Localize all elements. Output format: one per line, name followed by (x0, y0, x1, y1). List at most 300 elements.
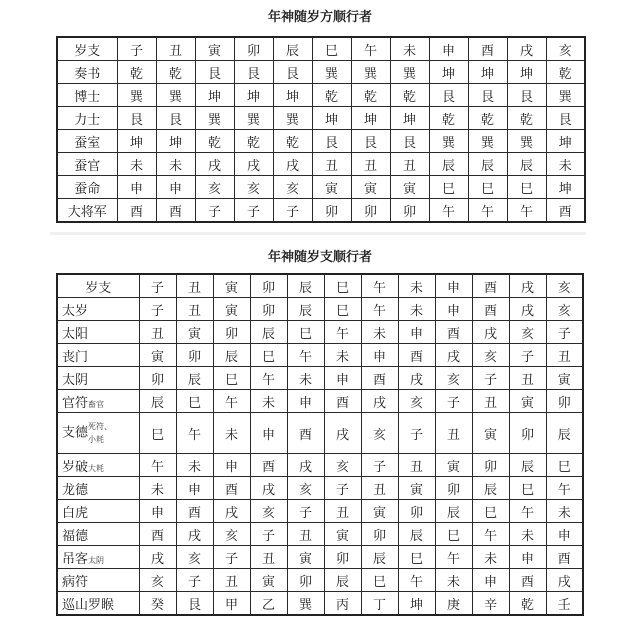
table-cell: 卯 (361, 523, 398, 546)
table-cell: 巳 (435, 523, 472, 546)
table-cell: 卯 (351, 199, 390, 223)
table-cell: 巽 (273, 107, 312, 130)
god-name: 巡山罗睺 (62, 597, 115, 613)
row-label (57, 569, 139, 592)
table-cell: 卯 (176, 344, 213, 367)
note-stack (88, 420, 112, 446)
table2-header-branch: 亥 (546, 274, 583, 298)
table-cell: 寅 (546, 367, 583, 390)
table-cell: 丑 (390, 153, 429, 176)
god-note: 太阴 (88, 555, 105, 565)
table-cell: 辰 (287, 298, 324, 321)
table-cell: 巳 (176, 390, 213, 413)
god-name: 太阳 (62, 326, 89, 342)
table-cell: 午 (509, 500, 546, 523)
table-cell: 辰 (468, 153, 507, 176)
table-cell: 甲 (213, 592, 250, 616)
table-cell: 辰 (213, 344, 250, 367)
table-cell: 巳 (429, 176, 468, 199)
table-cell: 辰 (546, 413, 583, 454)
row-label (57, 477, 139, 500)
god-name: 官符 (62, 395, 89, 411)
table-cell: 巽 (287, 592, 324, 616)
table-cell: 寅 (213, 298, 250, 321)
table-cell: 巳 (213, 367, 250, 390)
table-cell: 亥 (176, 546, 213, 569)
table-row (57, 321, 583, 344)
table-cell: 艮 (390, 130, 429, 153)
table-cell: 卯 (546, 390, 583, 413)
table-cell: 戌 (509, 298, 546, 321)
table1-header-branch: 子 (117, 37, 156, 61)
table-cell: 子 (324, 477, 361, 500)
table-cell: 申 (156, 176, 195, 199)
table-cell: 亥 (250, 500, 287, 523)
table-cell: 申 (287, 390, 324, 413)
table-cell: 酉 (287, 413, 324, 454)
table-cell: 戌 (234, 153, 273, 176)
table-cell: 子 (195, 199, 234, 223)
row-label (57, 344, 139, 367)
table-cell: 辰 (507, 153, 546, 176)
table-cell: 申 (398, 321, 435, 344)
table-cell: 丑 (509, 367, 546, 390)
table-cell: 坤 (398, 592, 435, 616)
table1-header-branch: 亥 (546, 37, 585, 61)
table2-header-branch: 午 (361, 274, 398, 298)
table-cell: 乾 (351, 84, 390, 107)
table-cell: 酉 (139, 523, 176, 546)
row-label: 蚕命 (57, 176, 117, 199)
table-row (57, 523, 583, 546)
table-cell: 亥 (324, 454, 361, 477)
table-row (57, 176, 585, 199)
table-cell: 戌 (139, 546, 176, 569)
table2-header-branch: 巳 (324, 274, 361, 298)
table1-header-label: 岁支 (57, 37, 117, 61)
table-cell: 乾 (195, 130, 234, 153)
table-cell: 坤 (507, 61, 546, 84)
table-cell: 坤 (195, 84, 234, 107)
table-cell: 午 (324, 321, 361, 344)
table2-header-branch: 寅 (213, 274, 250, 298)
table-cell: 乾 (234, 130, 273, 153)
table-cell: 巳 (398, 546, 435, 569)
table-cell: 丑 (435, 413, 472, 454)
table1-header-branch: 申 (429, 37, 468, 61)
table-cell: 艮 (546, 107, 585, 130)
table-cell: 戌 (250, 477, 287, 500)
row-label (57, 500, 139, 523)
table-cell: 乾 (468, 107, 507, 130)
table-row (57, 477, 583, 500)
table-cell: 子 (234, 199, 273, 223)
table-cell: 巳 (287, 321, 324, 344)
table-cell: 戌 (361, 390, 398, 413)
table-cell: 未 (156, 153, 195, 176)
table-cell: 巳 (361, 569, 398, 592)
table-cell: 巳 (546, 454, 583, 477)
table1-header-branch: 酉 (468, 37, 507, 61)
table-cell: 子 (273, 199, 312, 223)
table-cell: 未 (250, 390, 287, 413)
table-cell: 丑 (287, 523, 324, 546)
row-label: 博士 (57, 84, 117, 107)
table2-header-branch: 丑 (176, 274, 213, 298)
god-name: 太阴 (62, 372, 89, 388)
table-cell: 巳 (139, 413, 176, 454)
table-cell: 戌 (213, 500, 250, 523)
table-cell: 坤 (390, 107, 429, 130)
table-cell: 艮 (117, 107, 156, 130)
table-cell: 丑 (250, 546, 287, 569)
table-cell: 丑 (398, 454, 435, 477)
table-cell: 卯 (435, 477, 472, 500)
table-cell: 卯 (213, 321, 250, 344)
table-cell: 申 (213, 454, 250, 477)
table1-header-row (57, 37, 585, 61)
table-cell: 未 (472, 546, 509, 569)
table-cell: 午 (507, 199, 546, 223)
table-cell: 戌 (398, 367, 435, 390)
table-cell: 丑 (312, 153, 351, 176)
table-cell: 未 (117, 153, 156, 176)
table1-header-branch: 巳 (312, 37, 351, 61)
table-cell: 申 (139, 500, 176, 523)
god-name: 支德 (62, 425, 89, 441)
table-cell: 卯 (390, 199, 429, 223)
table-cell: 戌 (195, 153, 234, 176)
table-cell: 坤 (312, 107, 351, 130)
table-cell: 酉 (250, 454, 287, 477)
table1-header-branch: 卯 (234, 37, 273, 61)
table-cell: 乾 (509, 592, 546, 616)
table-cell: 坤 (351, 107, 390, 130)
table-cell: 庚 (435, 592, 472, 616)
table-cell: 巽 (195, 107, 234, 130)
table-cell: 戌 (546, 569, 583, 592)
table-cell: 酉 (546, 546, 583, 569)
table-cell: 未 (546, 153, 585, 176)
table-cell: 申 (176, 477, 213, 500)
table2-header-branch: 卯 (250, 274, 287, 298)
table2-header-branch: 戌 (509, 274, 546, 298)
god-name: 岁破 (62, 459, 89, 475)
table-cell: 子 (509, 344, 546, 367)
row-label (57, 592, 139, 616)
table-cell: 寅 (435, 454, 472, 477)
table-cell: 癸 (139, 592, 176, 616)
god-name: 福德 (62, 528, 89, 544)
row-label (57, 546, 139, 569)
table-cell: 丑 (176, 298, 213, 321)
table-cell: 午 (429, 199, 468, 223)
table-cell: 寅 (287, 546, 324, 569)
table-cell: 午 (287, 344, 324, 367)
table-cell: 坤 (468, 61, 507, 84)
row-label (57, 321, 139, 344)
table-cell: 午 (250, 367, 287, 390)
table-cell: 巳 (472, 500, 509, 523)
table-cell: 巽 (351, 61, 390, 84)
table-cell: 乾 (390, 84, 429, 107)
table-cell: 辰 (139, 390, 176, 413)
table-cell: 申 (250, 413, 287, 454)
row-label: 蚕官 (57, 153, 117, 176)
table-cell: 未 (435, 569, 472, 592)
table-cell: 申 (361, 344, 398, 367)
table-cell: 辰 (472, 477, 509, 500)
table2-header-branch: 酉 (472, 274, 509, 298)
table-cell: 辛 (472, 592, 509, 616)
table-cell: 酉 (361, 367, 398, 390)
god-name: 吊客 (62, 551, 89, 567)
table-cell: 子 (287, 500, 324, 523)
table1-header-branch: 午 (351, 37, 390, 61)
table-cell: 巳 (324, 298, 361, 321)
table-cell: 亥 (509, 321, 546, 344)
table-cell: 戌 (273, 153, 312, 176)
table-cell: 午 (139, 454, 176, 477)
table-cell: 卯 (312, 199, 351, 223)
table1-header-branch: 未 (390, 37, 429, 61)
table-cell: 丙 (324, 592, 361, 616)
table-row (57, 199, 585, 223)
row-label (57, 454, 139, 477)
table1-header-branch: 寅 (195, 37, 234, 61)
table-cell: 酉 (435, 321, 472, 344)
table-cell: 坤 (429, 61, 468, 84)
year-gods-by-direction-table (56, 36, 586, 223)
table-cell: 午 (435, 546, 472, 569)
table-cell: 卯 (139, 367, 176, 390)
table-cell: 未 (324, 344, 361, 367)
table-cell: 申 (546, 523, 583, 546)
table-cell: 亥 (139, 569, 176, 592)
table-cell: 艮 (195, 61, 234, 84)
table-cell: 未 (509, 523, 546, 546)
table-cell: 寅 (472, 413, 509, 454)
table-cell: 酉 (156, 199, 195, 223)
table-cell: 未 (361, 321, 398, 344)
table-cell: 乾 (117, 61, 156, 84)
god-name: 白虎 (62, 505, 89, 521)
table-cell: 酉 (213, 477, 250, 500)
table-cell: 乾 (273, 130, 312, 153)
table-cell: 丁 (361, 592, 398, 616)
row-label (57, 298, 139, 321)
table-cell: 子 (250, 523, 287, 546)
table-cell: 酉 (398, 344, 435, 367)
table-cell: 未 (546, 500, 583, 523)
table-row (57, 454, 583, 477)
table-cell: 子 (213, 546, 250, 569)
table-cell: 辰 (361, 546, 398, 569)
table-cell: 丑 (351, 153, 390, 176)
row-label (57, 523, 139, 546)
table-row (57, 130, 585, 153)
table-cell: 卯 (287, 569, 324, 592)
table2-header-branch: 子 (139, 274, 176, 298)
table-cell: 卯 (509, 413, 546, 454)
god-name: 丧门 (62, 349, 89, 365)
table-cell: 寅 (250, 569, 287, 592)
table-cell: 乾 (507, 107, 546, 130)
table-cell: 坤 (273, 84, 312, 107)
table-cell: 戌 (472, 321, 509, 344)
table-cell: 丑 (139, 321, 176, 344)
table-cell: 壬 (546, 592, 583, 616)
table-cell: 未 (176, 454, 213, 477)
table-cell: 酉 (546, 199, 585, 223)
table-cell: 亥 (472, 344, 509, 367)
table-cell: 申 (324, 367, 361, 390)
table-cell: 子 (361, 454, 398, 477)
row-label: 奏书 (57, 61, 117, 84)
table-cell: 丑 (361, 477, 398, 500)
year-gods-by-branch-table (56, 273, 584, 616)
table-cell: 辰 (176, 367, 213, 390)
table-cell: 戌 (176, 523, 213, 546)
god-name: 病符 (62, 574, 89, 590)
table-cell: 巽 (546, 84, 585, 107)
table-cell: 亥 (195, 176, 234, 199)
table-cell: 巽 (390, 61, 429, 84)
table-cell: 丑 (213, 569, 250, 592)
god-name: 太岁 (62, 303, 89, 319)
table-row (57, 84, 585, 107)
table-cell: 坤 (234, 84, 273, 107)
table-row (57, 107, 585, 130)
table-cell: 卯 (250, 298, 287, 321)
table2-header-branch: 申 (435, 274, 472, 298)
table-cell: 未 (398, 298, 435, 321)
table-cell: 亥 (213, 523, 250, 546)
table-cell: 未 (139, 477, 176, 500)
table-cell: 午 (398, 569, 435, 592)
table-row (57, 546, 583, 569)
table2-header-row (57, 274, 583, 298)
table-cell: 坤 (117, 130, 156, 153)
table-cell: 巳 (250, 344, 287, 367)
table-cell: 乾 (156, 61, 195, 84)
table-cell: 艮 (468, 84, 507, 107)
table2-title: 年神随岁支顺行者 (267, 250, 372, 265)
table-cell: 子 (472, 367, 509, 390)
table-cell: 亥 (398, 390, 435, 413)
table-row (57, 61, 585, 84)
table-cell: 艮 (273, 61, 312, 84)
table-cell: 申 (509, 546, 546, 569)
row-label: 大将军 (57, 199, 117, 223)
table-cell: 巽 (312, 61, 351, 84)
table-cell: 未 (287, 367, 324, 390)
table-cell: 坤 (156, 130, 195, 153)
table-row (57, 153, 585, 176)
table-row (57, 592, 583, 616)
table-cell: 坤 (546, 130, 585, 153)
table-cell: 巽 (156, 84, 195, 107)
table1-header-branch: 辰 (273, 37, 312, 61)
table-row (57, 413, 583, 454)
table-cell: 午 (361, 298, 398, 321)
table-cell: 寅 (324, 523, 361, 546)
table-cell: 辰 (250, 321, 287, 344)
table-cell: 艮 (176, 592, 213, 616)
table-cell: 丑 (324, 500, 361, 523)
god-note: 死符、 (88, 422, 113, 431)
god-note: 大耗 (88, 463, 105, 473)
table-cell: 巽 (468, 130, 507, 153)
table-cell: 丑 (546, 344, 583, 367)
table-cell: 乾 (312, 84, 351, 107)
table-cell: 寅 (312, 176, 351, 199)
table-cell: 亥 (435, 367, 472, 390)
table-cell: 巽 (507, 130, 546, 153)
table-cell: 乾 (429, 107, 468, 130)
table-cell: 丑 (472, 390, 509, 413)
god-note: 畜官 (88, 399, 105, 409)
table-row (57, 298, 583, 321)
table-cell: 亥 (287, 477, 324, 500)
table-cell: 戌 (435, 344, 472, 367)
table-cell: 酉 (472, 298, 509, 321)
table-cell: 巽 (234, 107, 273, 130)
row-label (57, 413, 139, 454)
table-cell: 亥 (273, 176, 312, 199)
page-shadow (50, 232, 586, 235)
table-cell: 辰 (398, 523, 435, 546)
table-cell: 坤 (546, 176, 585, 199)
table-cell: 辰 (429, 153, 468, 176)
table-cell: 卯 (324, 546, 361, 569)
row-label: 蚕室 (57, 130, 117, 153)
table-cell: 辰 (509, 454, 546, 477)
table-cell: 卯 (398, 500, 435, 523)
table-cell: 亥 (234, 176, 273, 199)
table-cell: 寅 (509, 390, 546, 413)
table-cell: 申 (117, 176, 156, 199)
table-row (57, 569, 583, 592)
table-cell: 申 (435, 298, 472, 321)
table1-title: 年神随岁方顺行者 (267, 10, 372, 25)
table2-header-branch: 未 (398, 274, 435, 298)
table-cell: 卯 (472, 454, 509, 477)
table-cell: 酉 (176, 500, 213, 523)
god-note: 小耗 (88, 435, 105, 444)
table-row (57, 367, 583, 390)
table-cell: 午 (472, 523, 509, 546)
table-cell: 酉 (324, 390, 361, 413)
table-cell: 寅 (390, 176, 429, 199)
table-cell: 乾 (546, 61, 585, 84)
table-cell: 巽 (117, 84, 156, 107)
table-cell: 辰 (324, 569, 361, 592)
table-cell: 寅 (139, 344, 176, 367)
row-label (57, 390, 139, 413)
table-row (57, 500, 583, 523)
table-cell: 寅 (351, 176, 390, 199)
table-cell: 乙 (250, 592, 287, 616)
row-label (57, 367, 139, 390)
table-cell: 寅 (176, 321, 213, 344)
table2-header-label: 岁支 (57, 274, 139, 298)
row-label: 力士 (57, 107, 117, 130)
table-cell: 午 (468, 199, 507, 223)
table-cell: 亥 (546, 298, 583, 321)
table-cell: 艮 (429, 84, 468, 107)
table-cell: 子 (398, 413, 435, 454)
